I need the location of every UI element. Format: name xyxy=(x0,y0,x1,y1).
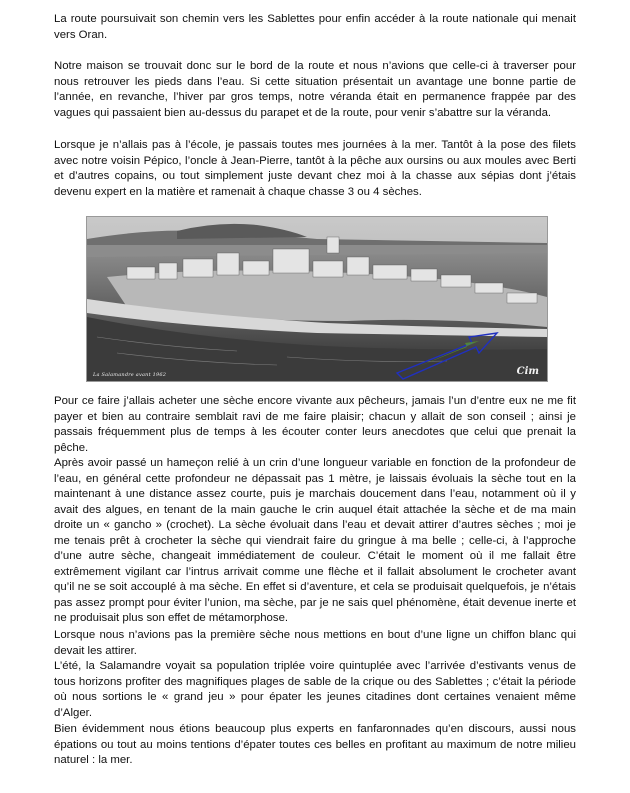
paragraph-chiffon: Lorsque nous n’avions pas la première sèche nous mettions en bout d’une ligne un chiffon blanc qui devait les attirer. xyxy=(54,629,576,657)
paragraph-maison: Notre maison se trouvait donc sur le bord de la route et nous n’avions que celle-ci à traverser pour nous retrouver les pieds dans l’eau. Si cette situation présentait un avantage une bonne partie de l’année, en revanche, l’hiver par gros temps, notre véranda était en permanence frappée par des vagues qui passaient bien au-dessus du parapet et de la route, pour venir s’abattre sur la véranda. xyxy=(54,60,576,119)
paragraph-hamecon: Après avoir passé un hameçon relié à un crin d’une longueur variable en fonction de la profondeur de l’eau, en général cette profondeur ne dépassait pas 1 mètre, je laissais évoluais la sèche tout en la maintenant à une distance assez courte, puis je marchais doucement dans l’eau, notamment où il y avait des algues, en tenant de la main gauche le crin auquel était attachée la sèche et de ma main droite un « gancho » (crochet). La sèche évoluait dans l’eau et devait attirer d’autres sèches ; moi je me tenais prêt à crocheter la sèche qui viendrait faire du gringue à ma belle ; celle-ci, à l’approche d’une autre sèche, changeait immédiatement de couleur. C’était le moment où il me fallait être extrêmement vigilant car l’intrus arrivait comme une flèche et il fallait absolument le crocheter avant qu’il ne se soit accouplé à ma sèche. En effet si d’aventure, et cela se produisait quelquefois, je n’étais pas assez prompt pour éviter l’union, ma sèche, par je ne sais quel phénomène, était devenue inerte et ne produisait plus son effet de métamorphose. xyxy=(54,457,576,624)
paragraph-fanfaronnades: Bien évidemment nous étions beaucoup plus experts en fanfaronnades qu’en discours, aussi nous épations ou tout au moins tentions d’épater toutes ces belles en profitant au maximum de notre milieu naturel : la mer. xyxy=(54,723,576,766)
paragraph-seche: Pour ce faire j’allais acheter une sèche encore vivante aux pêcheurs, jamais l’un d’entre eux ne me fit payer et bien au contraire semblait ravi de me faire plaisir; chacun y allait de son conseil ; ainsi je passais fréquemment plus de temps à les écouter conter leurs anecdotes que celui que prenait la pêche. xyxy=(54,395,576,454)
paragraph-ecole: Lorsque je n’allais pas à l’école, je passais toutes mes journées à la mer. Tantôt à la pose des filets avec notre voisin Pépico, l’oncle à Jean-Pierre, tantôt à la pêche aux oursins ou aux moules avec Berti et d’autres copains, ou tout simplement juste devant chez moi à la chasse aux sépias dont j’étais devenu expert en la matière et ramenait à chaque chasse 3 ou 4 sèches. xyxy=(54,139,576,198)
paragraph-route: La route poursuivait son chemin vers les Sablettes pour enfin accéder à la route nationale qui menait vers Oran. xyxy=(54,13,576,41)
paragraph-ete: L’été, la Salamandre voyait sa population triplée voire quintuplée avec l’arrivée d’estivants venus de tous horizons profiter des magnifiques plages de sable de la crique ou des Sablettes ; c’était la période où nous sortions le « grand jeu » pour épater les jeunes citadines dont certaines venaient même d’Alger. xyxy=(54,660,576,719)
photo-watermark: Cim xyxy=(516,366,539,377)
coastal-photo-drawing xyxy=(87,217,547,381)
photo-caption: La Salamandre avant 1962 xyxy=(93,372,167,378)
coastal-photo xyxy=(86,216,548,382)
